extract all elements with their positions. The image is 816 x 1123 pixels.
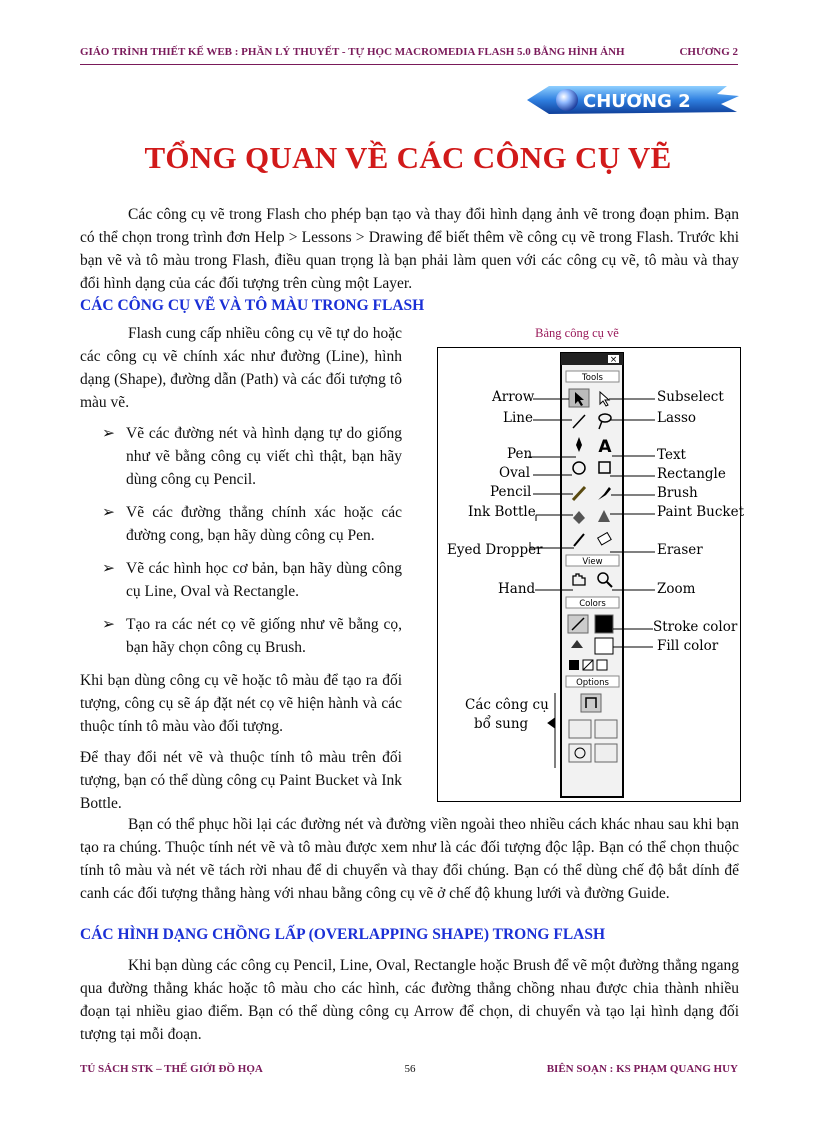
- header-left: GIÁO TRÌNH THIẾT KẾ WEB : PHẦN LÝ THUYẾT - TỰ HỌC MACROMEDIA FLASH 5.0 BẰNG HÌNH ẢNH: [80, 46, 625, 58]
- label-eraser: Eraser: [657, 542, 703, 558]
- label-fill-color: Fill color: [657, 638, 719, 654]
- label-stroke-color: Stroke color: [653, 619, 738, 635]
- rotate-option-icon[interactable]: [569, 744, 591, 762]
- label-zoom: Zoom: [657, 581, 696, 597]
- default-colors-icon[interactable]: [569, 660, 579, 670]
- header-divider: [80, 64, 738, 65]
- footer-left: TỦ SÁCH STK – THẾ GIỚI ĐỒ HỌA: [80, 1063, 263, 1075]
- running-header: [80, 46, 738, 58]
- bullet-arrow-icon: ➢: [102, 560, 115, 577]
- footer-right: BIÊN SOẠN : KS PHẠM QUANG HUY: [546, 1063, 738, 1075]
- after-figure-paragraph: Bạn có thể phục hồi lại các đường nét và đường viền ngoài theo nhiều cách khác nhau sau khi bạn tạo ra chúng. Thuộc tính nét vẽ và tô màu được xem như là các đối tượng độc lập. Bạn có thể chọn thuộc tính tô màu và nét vẽ tách rời nhau để di chuyển và thay đổi chúng. Bạn có thể dùng chế độ bắt dính để canh các đối tượng thẳng hàng với nhau bằng công cụ vẽ ở chế độ khung lưới và đường Guide.: [80, 816, 739, 902]
- label-subselect: Subselect: [657, 389, 724, 405]
- snap-magnet-icon[interactable]: [581, 694, 601, 712]
- badge-orb-icon: [556, 89, 578, 111]
- intro-paragraph: Các công cụ vẽ trong Flash cho phép bạn tạo và thay đổi hình dạng ảnh vẽ trong đoạn phim. Bạn có thể chọn trong trình đơn Help > Lessons > Drawing để biết thêm về công cụ vẽ trong Flash. Trước khi bạn vẽ và tô màu trong Flash, điều quan trọng là bạn phải làm quen với các công cụ vẽ, tô màu và thay đổi hình dạng của các đối tượng trên cùng một Layer.: [80, 206, 739, 292]
- swap-colors-icon[interactable]: [597, 660, 607, 670]
- header-right: CHƯƠNG 2: [679, 46, 738, 58]
- tool-bullet-list: [80, 422, 402, 659]
- straighten-option-icon[interactable]: [595, 720, 617, 738]
- label-hand: Hand: [498, 581, 536, 597]
- list-item: ➢ Vẽ các đường thẳng chính xác hoặc các đường cong, bạn hãy dùng công cụ Pen.: [80, 501, 402, 547]
- svg-text:Tools: Tools: [582, 373, 603, 383]
- svg-text:×: ×: [609, 355, 618, 365]
- label-ink-bottle: Ink Bottle: [468, 504, 536, 520]
- section1-paragraph-3: Để thay đổi nét vẽ và thuộc tính tô màu trên đối tượng, bạn có thể dùng công cụ Paint Bucket và Ink Bottle.: [80, 749, 402, 812]
- label-rectangle: Rectangle: [657, 466, 726, 482]
- chapter-badge: [527, 82, 742, 118]
- section-heading-tools: CÁC CÔNG CỤ VẼ VÀ TÔ MÀU TRONG FLASH: [80, 297, 425, 314]
- left-column: [80, 322, 402, 823]
- label-arrow: Arrow: [492, 389, 535, 405]
- label-text: Text: [657, 447, 686, 463]
- list-item: ➢ Vẽ các hình học cơ bản, bạn hãy dùng công cụ Line, Oval và Rectangle.: [80, 557, 402, 603]
- label-paint-bucket: Paint Bucket: [657, 504, 745, 520]
- toolbox-figure: [437, 347, 745, 802]
- svg-text:Options: Options: [576, 678, 609, 688]
- label-oval: Oval: [499, 465, 531, 481]
- stroke-color-swatch[interactable]: [595, 615, 613, 633]
- figure-caption: Bảng công cụ vẽ: [535, 326, 619, 340]
- bullet-arrow-icon: ➢: [102, 616, 115, 633]
- label-brush: Brush: [657, 485, 698, 501]
- label-lasso: Lasso: [657, 410, 696, 426]
- bullet-arrow-icon: ➢: [102, 425, 115, 442]
- scale-option-icon[interactable]: [595, 744, 617, 762]
- label-extra-tools-1: Các công cụ: [465, 697, 549, 713]
- text-tool-icon[interactable]: A: [598, 437, 612, 457]
- label-pen: Pen: [507, 446, 533, 462]
- section1-paragraph-2: Khi bạn dùng công cụ vẽ hoặc tô màu để tạo ra đối tượng, công cụ sẽ áp đặt nét cọ vẽ hiện hành và các thuộc tính tô màu vào đối tượng.: [80, 672, 402, 735]
- label-pencil: Pencil: [490, 484, 532, 500]
- label-eyed-dropper: Eyed Dropper: [447, 542, 543, 558]
- page-number: 56: [404, 1063, 416, 1075]
- smooth-option-icon[interactable]: [569, 720, 591, 738]
- section-heading-overlapping: CÁC HÌNH DẠNG CHỒNG LẤP (OVERLAPPING SHAPE) TRONG FLASH: [80, 926, 606, 943]
- section1-paragraph-1: Flash cung cấp nhiều công cụ vẽ tự do hoặc các công cụ vẽ chính xác như đường (Line), hình dạng (Shape), đường dẫn (Path) và các đối tượng tô màu vẽ.: [80, 325, 402, 411]
- label-line: Line: [503, 410, 533, 426]
- label-extra-tools-2: bổ sung: [474, 716, 529, 732]
- section2-paragraph: Khi bạn dùng các công cụ Pencil, Line, Oval, Rectangle hoặc Brush để vẽ một đường thẳng ngang qua đường thẳng khác hoặc tô màu cho các hình, các đường thẳng chồng nhau được chia thành nhiều đoạn tại nhiều giao điểm. Bạn có thể dùng công cụ Arrow để chọn, di chuyển và tạo lại hình dạng đối tượng tại mỗi đoạn.: [80, 957, 739, 1043]
- page-title: TỔNG QUAN VỀ CÁC CÔNG CỤ VẼ: [144, 140, 672, 175]
- fill-color-swatch[interactable]: [595, 638, 613, 654]
- bullet-arrow-icon: ➢: [102, 504, 115, 521]
- svg-text:View: View: [582, 557, 603, 567]
- list-item: ➢ Tạo ra các nét cọ vẽ giống như vẽ bằng cọ, bạn hãy chọn công cụ Brush.: [80, 613, 402, 659]
- list-item: ➢ Vẽ các đường nét và hình dạng tự do giống như vẽ bằng công cụ viết chì thật, bạn hãy dùng công cụ Pencil.: [80, 422, 402, 491]
- svg-text:Colors: Colors: [579, 599, 606, 609]
- badge-text: CHƯƠNG 2: [583, 91, 691, 112]
